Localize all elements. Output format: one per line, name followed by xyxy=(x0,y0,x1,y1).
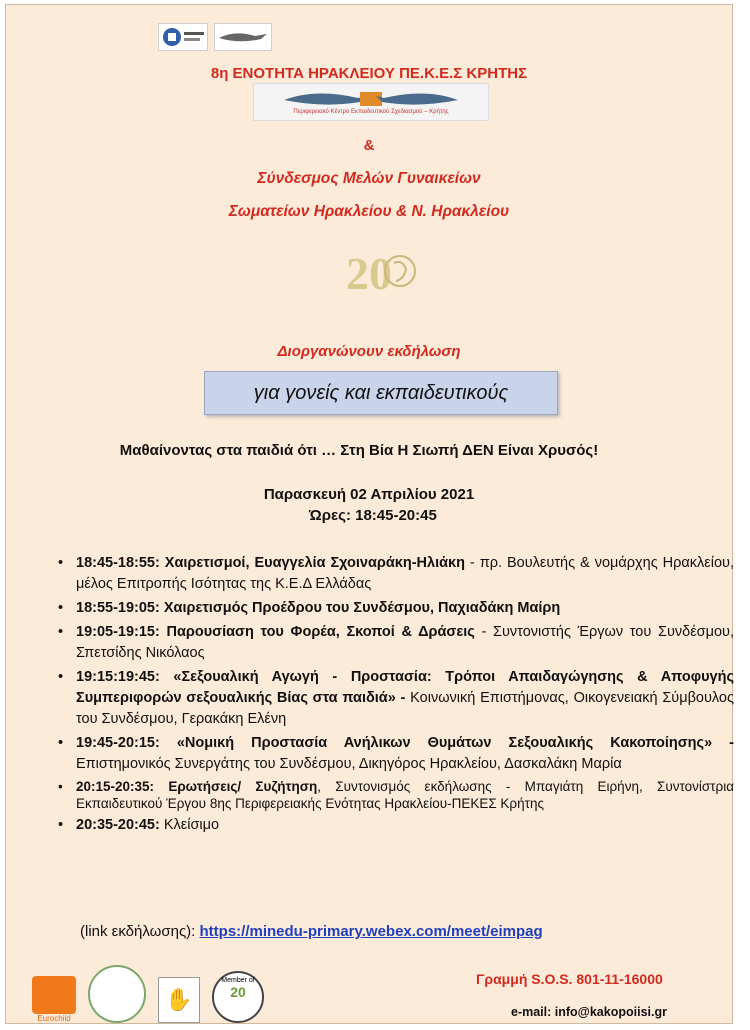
greek-emblem-icon xyxy=(159,24,207,50)
anniversary-20-logo xyxy=(344,245,422,305)
flyer-page xyxy=(5,4,733,1024)
organize-line: Διοργανώνουν εκδήλωση xyxy=(277,343,461,360)
ministry-logo xyxy=(158,23,208,51)
pekes-banner xyxy=(253,83,489,121)
agenda-item: • 20:15-20:35: Ερωτήσεις/ Συζήτηση, Συντονισμός εκδήλωσης - Μπαγιάτη Ειρήνη, Συντονίστρια Εκπαιδευτικού Έργου 8ης Περιφερειακής Ενότητας Ηρακλείου-ΠΕΚΕΣ Κρήτης xyxy=(58,778,734,812)
audience-box: για γονείς και εκπαιδευτικούς xyxy=(204,371,558,415)
email-line: e-mail: info@kakopoiisi.gr xyxy=(511,1005,667,1019)
event-title: Μαθαίνοντας στα παιδιά ότι … Στη Βία Η Σιωπή ΔΕΝ Είναι Χρυσός! xyxy=(119,442,599,459)
org-line: 8η ΕΝΟΤΗΤΑ ΗΡΑΚΛΕΙΟΥ ΠΕ.Κ.Ε.Σ ΚΡΗΤΗΣ xyxy=(210,65,528,82)
agenda-item: • 18:45-18:55: Χαιρετισμοί, Ευαγγελία Σχοιναράκη-Ηλιάκη - πρ. Βουλευτής & νομάρχης Ηρακλείου, μέλος Επιτροπής Ισότητας της Κ.Ε.Δ Ελλάδας xyxy=(58,553,734,595)
dolphins-logo-small xyxy=(214,23,272,51)
hand-icon: ✋ xyxy=(158,977,200,1023)
event-hours: Ώρες: 18:45-20:45 xyxy=(309,507,437,524)
member-of-logo: Member of 20 xyxy=(212,971,264,1023)
banner-caption: Περιφερειακό Κέντρο Εκπαιδευτικού Σχεδιασμού – Κρήτης xyxy=(293,109,449,115)
anniversary-20-icon xyxy=(344,245,422,305)
agenda-item: • 19:15:19:45: «Σεξουαλική Αγωγή - Προστασία: Τρόποι Απαιδαγώγησης & Αποφυγής Συμπεριφορών σεξουαλικής Βίας στα παιδιά» - Κοινωνική Επιστήμονας, Οικογενειακή Σύμβουλος του Συνδέσμου, Γερακάκη Ελένη xyxy=(58,667,734,730)
ampersand: & xyxy=(363,137,375,154)
eurochild-icon xyxy=(32,976,76,1014)
agenda-item: • 19:05-19:15: Παρουσίαση του Φορέα, Σκοποί & Δράσεις - Συντονιστής Έργων του Συνδέσμου, Σπετσίδης Νικόλαος xyxy=(58,622,734,664)
dolphin-icon xyxy=(215,24,271,50)
agenda-list xyxy=(58,553,734,839)
partner-logos xyxy=(32,965,264,1023)
svg-text:20: 20 xyxy=(346,248,392,299)
agenda-item: • 19:45-20:15: «Νομική Προστασία Ανήλικων Θυμάτων Σεξουαλικής Κακοποίησης» - Επιστημονικός Συνεργάτης του Συνδέσμου, Δικηγόρος Ηρακλείου, Δασκαλάκη Μαρία xyxy=(58,733,734,775)
sos-line: Γραμμή S.O.S. 801-11-16000 xyxy=(476,971,663,987)
eurochild-logo: Eurochild xyxy=(32,976,76,1023)
agenda-item: • 18:55-19:05: Χαιρετισμός Προέδρου του Συνδέσμου, Παχιαδάκη Μαίρη xyxy=(58,598,734,619)
top-logos xyxy=(158,23,298,49)
webex-link[interactable]: https://minedu-primary.webex.com/meet/eimpag xyxy=(199,923,543,940)
agenda-item: • 20:35-20:45: Κλείσιμο xyxy=(58,815,734,836)
link-row xyxy=(80,923,543,940)
partner-circle-logo xyxy=(88,965,146,1023)
event-date: Παρασκευή 02 Απριλίου 2021 xyxy=(263,486,475,503)
association-line-2: Σωματείων Ηρακλείου & Ν. Ηρακλείου xyxy=(228,203,510,220)
link-label: (link εκδήλωσης): xyxy=(80,923,200,940)
association-line-1: Σύνδεσμος Μελών Γυναικείων xyxy=(257,170,481,187)
